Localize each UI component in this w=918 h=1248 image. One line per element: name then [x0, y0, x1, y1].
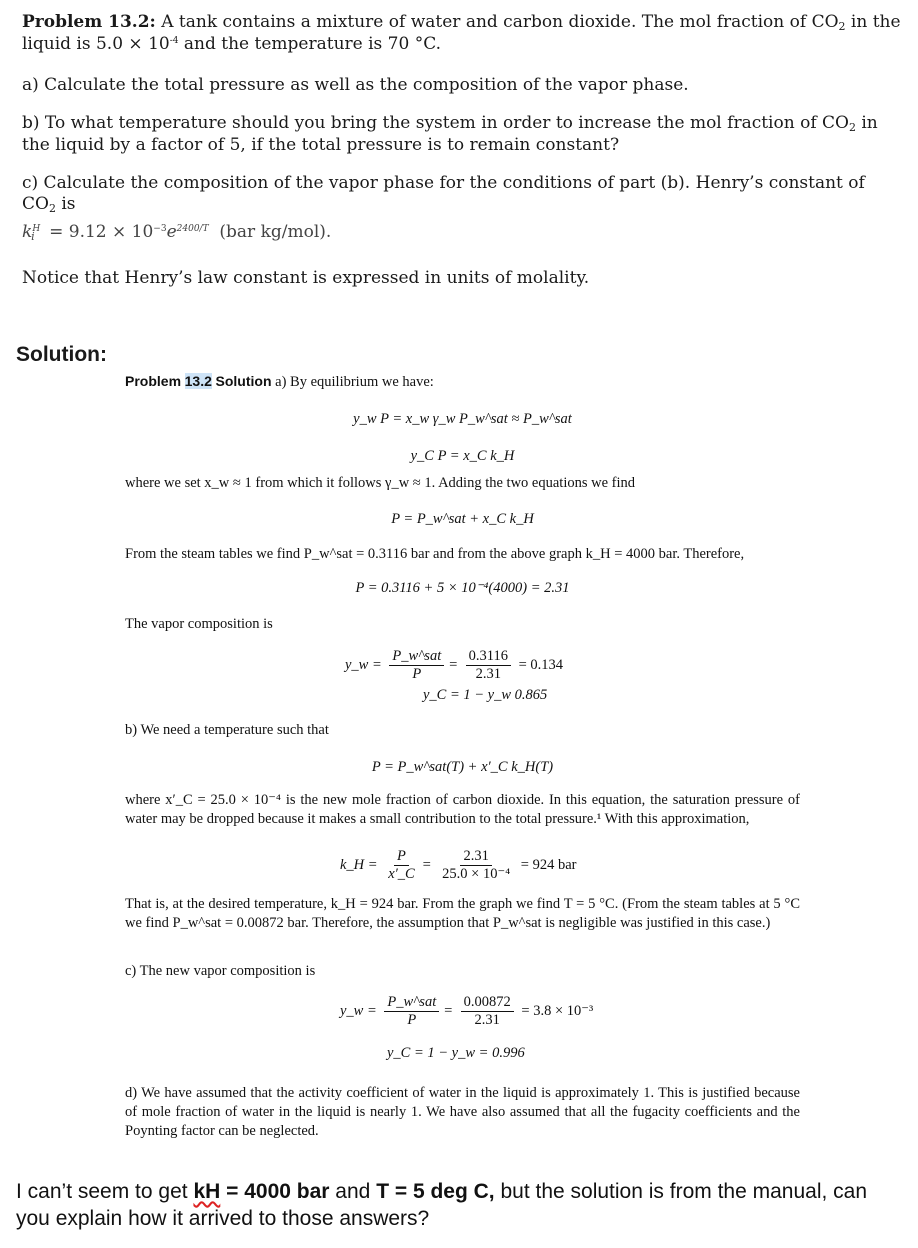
- equation-10: y_C = 1 − y_w = 0.996: [387, 1045, 525, 1061]
- solution-text-4: b) We need a temperature such that: [125, 722, 329, 738]
- solution-text-8: d) We have assumed that the activity coefficient of water in the liquid is approximately 1. This is justified because of mole fraction of water in the liquid is nearly 1. We have also assumed that all the fugacity coefficients and the Poynting factor can be neglected.: [125, 1085, 800, 1139]
- equation-4: P = 0.3116 + 5 × 10⁻⁴(4000) = 2.31: [355, 580, 570, 596]
- user-question: I can’t seem to get kH = 4000 bar and T = 5 deg C, but the solution is from the manual, can you explain how it arrived to those answers?: [16, 1180, 868, 1230]
- problem-number-highlight: 13.2: [184, 373, 212, 389]
- solution-text-6: That is, at the desired temperature, k_H = 924 bar. From the graph we find T = 5 °C. (From the steam tables at 5 °C we find P_w^sat = 0.00872 bar. Therefore, the assumption that P_w^sat is negligible was justified in this case.): [125, 896, 800, 931]
- equation-9: y_w = $\frac{\text{P\_w\textasciicircum{}sat}}{P}$ = $\frac{0.00872}{2.31}$ = 3.8 × 10⁻³: [340, 994, 594, 1028]
- equation-3: P = P_w^sat + x_C k_H: [391, 511, 534, 527]
- problem-intro: Problem 13.2: A tank contains a mixture of water and carbon dioxide. The mol fraction of CO2 in the liquid is $5.0 \times 10^{-4}$ and the temperature is 70 °C.: [22, 12, 901, 54]
- equation-7: P = P_w^sat(T) + x′_C k_H(T): [371, 759, 554, 775]
- equation-6: y_C = 1 − y_w 0.865: [423, 687, 548, 703]
- problem-part-a: a) Calculate the total pressure as well as the composition of the vapor phase.: [22, 75, 689, 95]
- henry-constant-formula: $k^Hi = 9.12 \times 10^{-3}e^{2400/T}$ (bar kg/mol).: [22, 222, 332, 243]
- equation-8: k_H = $\frac{P}{x'\_C}$ = $\frac{2.31}{\text{25.0 × 10⁻⁴}}$ = 924 bar: [340, 848, 577, 882]
- solution-text-5: where x′_C = 25.0 × 10⁻⁴ is the new mole fraction of carbon dioxide. In this equation, the saturation pressure of water may be dropped because it makes a small contribution to the total pressure.¹ With this approximation,: [125, 792, 800, 827]
- solution-text-7: c) The new vapor composition is: [125, 963, 316, 979]
- problem-note: Notice that Henry’s law constant is expressed in units of molality.: [22, 268, 590, 288]
- equation-5: y_w = $\frac{\text{P\_w\textasciicircum{}sat}}{P}$ = $\frac{0.3116}{2.31}$ = 0.134: [345, 648, 564, 682]
- spellcheck-underlined-word: kH: [193, 1180, 221, 1203]
- problem-title: Problem 13.2:: [22, 12, 156, 32]
- solution-heading: Problem 13.2 Solution a) By equilibrium we have:: [125, 373, 434, 390]
- problem-part-b: b) To what temperature should you bring the system in order to increase the mol fraction of CO2 in the liquid by a factor of 5, if the total pressure is to remain constant?: [22, 113, 878, 155]
- equation-2: y_C P = x_C k_H: [410, 448, 515, 464]
- problem-statement: [22, 12, 902, 306]
- equation-1: y_w P = x_w γ_w P_w^sat ≈ P_w^sat: [353, 411, 572, 427]
- solution-text-1: where we set x_w ≈ 1 from which it follows γ_w ≈ 1. Adding the two equations we find: [125, 475, 636, 491]
- problem-part-c: c) Calculate the composition of the vapor phase for the conditions of part (b). Henry’s constant of CO2 is: [22, 173, 865, 215]
- solution-text-3: The vapor composition is: [125, 616, 273, 632]
- solution-text-2: From the steam tables we find P_w^sat = 0.3116 bar and from the above graph k_H = 4000 bar. Therefore,: [125, 546, 745, 562]
- solution-label: Solution:: [16, 343, 107, 366]
